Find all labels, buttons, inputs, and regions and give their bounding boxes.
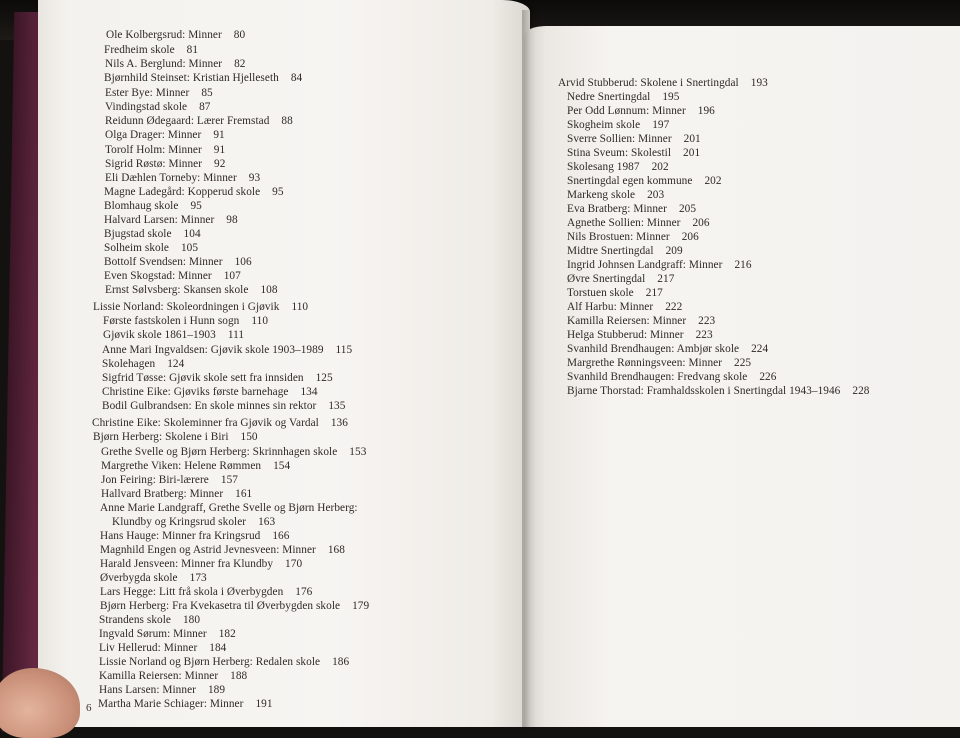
entry-title: Anne Marie Landgraff, Grethe Svelle og Bjørn Herberg: — [100, 502, 358, 514]
entry-title: Lissie Norland: Skoleordningen i Gjøvik — [93, 301, 280, 313]
entry-page-number: 106 — [234, 256, 252, 268]
right-toc-entry — [567, 260, 752, 271]
left-toc-entry — [105, 285, 278, 296]
entry-page-number: 84 — [290, 72, 303, 84]
entry-page-number: 161 — [235, 488, 253, 500]
entry-page-number: 80 — [233, 29, 246, 41]
entry-page-number: 95 — [272, 186, 284, 198]
entry-page-number: 81 — [186, 44, 199, 56]
left-toc-entry — [100, 545, 345, 556]
entry-page-number: 197 — [652, 119, 670, 131]
left-toc-entry — [102, 345, 352, 356]
entry-title: Halvard Larsen: Minner — [104, 214, 215, 226]
entry-title: Solheim skole — [104, 242, 169, 254]
entry-page-number: 124 — [167, 358, 185, 370]
left-toc-entry — [101, 447, 366, 458]
entry-title: Agnethe Sollien: Minner — [567, 217, 681, 229]
entry-title: Svanhild Brendhaugen: Fredvang skole — [567, 371, 748, 383]
entry-page-number: 125 — [315, 372, 333, 384]
entry-page-number: 188 — [230, 670, 248, 682]
left-toc-entry — [105, 88, 213, 99]
entry-title: Magnhild Engen og Astrid Jevnesveen: Minner — [100, 544, 316, 556]
left-toc-entry — [104, 229, 201, 240]
entry-page-number: 108 — [260, 284, 278, 296]
entry-title: Nedre Snertingdal — [567, 91, 651, 103]
book-gutter — [522, 10, 536, 727]
entry-page-number: 201 — [683, 147, 701, 159]
left-toc-entry — [105, 145, 225, 156]
entry-title: Markeng skole — [567, 189, 636, 201]
right-toc-entry — [567, 204, 696, 215]
entry-page-number: 217 — [657, 273, 675, 285]
entry-title: Skogheim skole — [567, 119, 641, 131]
entry-title: Midtre Snertingdal — [567, 245, 654, 257]
entry-page-number: 224 — [751, 343, 769, 355]
entry-title: Strandens skole — [99, 614, 171, 626]
right-toc-entry — [567, 386, 869, 397]
entry-page-number: 134 — [300, 386, 318, 398]
entry-title: Bjørn Herberg: Skolene i Biri — [93, 431, 229, 443]
entry-page-number: 85 — [201, 87, 213, 99]
right-page — [524, 26, 960, 727]
entry-title: Ester Bye: Minner — [105, 87, 190, 99]
entry-page-number: 150 — [240, 431, 258, 443]
entry-title: Klundby og Kringsrud skoler — [112, 516, 247, 528]
entry-title: Hans Larsen: Minner — [99, 684, 196, 696]
entry-title: Sigrid Røstø: Minner — [105, 158, 203, 170]
entry-page-number: 107 — [223, 270, 241, 282]
left-toc-entry — [102, 387, 318, 398]
entry-title: Bjørn Herberg: Fra Kvekasetra til Øverbygden skole — [100, 600, 341, 612]
entry-title: Bjugstad skole — [104, 228, 172, 240]
page-number: 6 — [86, 702, 92, 714]
left-toc-entry — [92, 418, 348, 429]
left-toc-entry — [93, 432, 258, 443]
entry-page-number: 202 — [704, 175, 722, 187]
left-toc-entry — [105, 102, 210, 113]
entry-page-number: 184 — [209, 642, 227, 654]
right-toc-entry — [567, 246, 683, 257]
right-toc-entry — [567, 274, 674, 285]
entry-page-number: 110 — [251, 315, 269, 327]
entry-title: Første fastskolen i Hunn sogn — [103, 315, 240, 327]
entry-title: Anne Mari Ingvaldsen: Gjøvik skole 1903–1989 — [102, 344, 324, 356]
left-toc-entry — [104, 187, 284, 198]
entry-title: Nils Brostuen: Minner — [567, 231, 670, 243]
left-toc-entry — [102, 401, 345, 412]
entry-page-number: 168 — [327, 544, 345, 556]
entry-page-number: 157 — [220, 474, 238, 486]
entry-title: Christine Eike: Skoleminner fra Gjøvik og Vardal — [92, 417, 319, 429]
entry-title: Torolf Holm: Minner — [105, 144, 202, 156]
left-toc-entry — [100, 587, 312, 598]
entry-title: Olga Drager: Minner — [105, 129, 202, 141]
left-toc-entry — [104, 271, 241, 282]
entry-title: Reidunn Ødegaard: Lærer Fremstad — [105, 115, 270, 127]
left-toc-entry — [105, 159, 225, 170]
entry-title: Torstuen skole — [567, 287, 634, 299]
right-toc-entry — [567, 218, 710, 229]
entry-title: Gjøvik skole 1861–1903 — [103, 329, 216, 341]
entry-page-number: 136 — [330, 417, 348, 429]
entry-page-number: 196 — [697, 105, 715, 117]
right-toc-entry — [567, 134, 701, 145]
right-toc-entry — [567, 302, 682, 313]
entry-page-number: 193 — [750, 77, 768, 89]
left-toc-entry — [101, 461, 290, 472]
left-toc-entry — [102, 373, 333, 384]
entry-title: Skolehagen — [102, 358, 156, 370]
right-toc-entry — [567, 190, 664, 201]
entry-page-number: 223 — [698, 315, 716, 327]
entry-page-number: 176 — [295, 586, 313, 598]
entry-title: Margrethe Rønningsveen: Minner — [567, 357, 723, 369]
entry-page-number: 170 — [285, 558, 303, 570]
entry-title: Skolesang 1987 — [567, 161, 640, 173]
entry-title: Even Skogstad: Minner — [104, 270, 212, 282]
entry-page-number: 87 — [199, 101, 211, 113]
left-toc-entry — [104, 45, 198, 56]
entry-page-number: 228 — [852, 385, 870, 397]
right-toc-entry — [567, 372, 776, 383]
entry-title: Sverre Sollien: Minner — [567, 133, 672, 145]
right-toc-entry — [567, 232, 699, 243]
right-toc-entry — [567, 120, 669, 131]
entry-title: Øverbygda skole — [100, 572, 178, 584]
left-toc-entry — [100, 601, 369, 612]
entry-title: Ingvald Sørum: Minner — [99, 628, 207, 640]
left-toc-entry — [101, 475, 238, 486]
entry-page-number: 95 — [190, 200, 202, 212]
right-toc-entry — [567, 288, 663, 299]
entry-page-number: 104 — [183, 228, 201, 240]
right-toc-entry — [567, 106, 715, 117]
entry-page-number: 82 — [234, 58, 246, 70]
right-toc-entry — [567, 330, 713, 341]
right-toc-entry — [567, 92, 679, 103]
entry-page-number: 92 — [214, 158, 226, 170]
right-toc-entry — [567, 176, 722, 187]
entry-title: Ingrid Johnsen Landgraff: Minner — [567, 259, 723, 271]
left-toc-entry — [106, 30, 245, 41]
left-page — [38, 0, 530, 727]
entry-page-number: 110 — [291, 301, 309, 313]
entry-title: Fredheim skole — [104, 44, 175, 56]
entry-title: Jon Feiring: Biri-lærere — [101, 474, 209, 486]
entry-title: Magne Ladegård: Kopperud skole — [104, 186, 261, 198]
left-toc-entry — [100, 559, 302, 570]
entry-title: Snertingdal egen kommune — [567, 175, 693, 187]
entry-page-number: 98 — [226, 214, 238, 226]
entry-title: Stina Sveum: Skolestil — [567, 147, 672, 159]
entry-page-number: 166 — [272, 530, 290, 542]
entry-title: Hans Hauge: Minner fra Kringsrud — [100, 530, 261, 542]
entry-title: Bjarne Thorstad: Framhaldsskolen i Snertingdal 1943–1946 — [567, 385, 841, 397]
entry-page-number: 163 — [258, 516, 276, 528]
right-toc-entry — [558, 78, 768, 89]
entry-page-number: 222 — [665, 301, 683, 313]
entry-page-number: 91 — [213, 129, 225, 141]
entry-title: Ernst Sølvsberg: Skansen skole — [105, 284, 249, 296]
right-toc-entry — [567, 344, 768, 355]
entry-page-number: 191 — [255, 698, 273, 710]
entry-title: Liv Hellerud: Minner — [99, 642, 198, 654]
entry-page-number: 206 — [692, 217, 710, 229]
left-toc-entry — [104, 215, 238, 226]
entry-title: Alf Harbu: Minner — [567, 301, 654, 313]
entry-page-number: 205 — [678, 203, 697, 215]
entry-page-number: 111 — [227, 329, 245, 341]
entry-page-number: 203 — [647, 189, 665, 201]
left-toc-entry — [100, 503, 370, 514]
entry-title: Grethe Svelle og Bjørn Herberg: Skrinnhagen skole — [101, 446, 338, 458]
entry-title: Helga Stubberud: Minner — [567, 329, 684, 341]
entry-title: Ole Kolbergsrud: Minner — [106, 29, 222, 41]
left-toc-entry — [93, 302, 308, 313]
right-toc-entry — [567, 162, 669, 173]
entry-page-number: 189 — [207, 684, 226, 696]
entry-title: Nils A. Berglund: Minner — [105, 58, 223, 70]
left-toc-entry — [103, 330, 244, 341]
entry-title: Sigfrid Tøsse: Gjøvik skole sett fra innsiden — [102, 372, 304, 384]
left-toc-entry — [105, 59, 246, 70]
left-toc-entry — [100, 573, 207, 584]
entry-page-number: 182 — [218, 628, 236, 640]
entry-page-number: 154 — [273, 460, 291, 472]
entry-title: Christine Eike: Gjøviks første barnehage — [102, 386, 289, 398]
left-toc-entry — [104, 257, 252, 268]
entry-title: Svanhild Brendhaugen: Ambjør skole — [567, 343, 740, 355]
left-toc-entry — [99, 615, 200, 626]
left-toc-entry — [103, 316, 268, 327]
entry-page-number: 180 — [182, 614, 201, 626]
left-toc-entry — [99, 657, 349, 668]
entry-title: Margrethe Viken: Helene Rømmen — [101, 460, 262, 472]
entry-title: Blomhaug skole — [104, 200, 179, 212]
entry-page-number: 135 — [328, 400, 346, 412]
entry-page-number: 115 — [335, 344, 353, 356]
entry-title: Kamilla Reiersen: Minner — [99, 670, 219, 682]
left-toc-entry — [98, 699, 273, 710]
entry-title: Harald Jensveen: Minner fra Klundby — [100, 558, 274, 570]
entry-page-number: 91 — [213, 144, 226, 156]
entry-title: Martha Marie Schiager: Minner — [98, 698, 244, 710]
entry-page-number: 226 — [759, 371, 777, 383]
entry-title: Lissie Norland og Bjørn Herberg: Redalen skole — [99, 656, 321, 668]
entry-title: Lars Hegge: Litt frå skola i Øverbygden — [100, 586, 284, 598]
left-toc-entry — [104, 73, 302, 84]
entry-page-number: 217 — [645, 287, 663, 299]
left-toc-entry — [104, 243, 198, 254]
left-toc-entry — [105, 116, 293, 127]
right-toc-entry — [567, 148, 700, 159]
entry-page-number: 179 — [352, 600, 370, 612]
left-toc-entry — [105, 130, 225, 141]
entry-title: Hallvard Bratberg: Minner — [101, 488, 224, 500]
right-toc-entry — [567, 316, 715, 327]
left-toc-entry — [102, 359, 184, 370]
entry-page-number: 186 — [332, 656, 350, 668]
left-toc-entry — [100, 531, 289, 542]
left-toc-entry — [99, 629, 236, 640]
entry-page-number: 223 — [695, 329, 713, 341]
entry-title: Arvid Stubberud: Skolene i Snertingdal — [558, 77, 739, 89]
left-toc-entry — [112, 517, 275, 528]
entry-page-number: 173 — [189, 572, 207, 584]
entry-page-number: 201 — [683, 133, 701, 145]
left-toc-entry — [99, 671, 247, 682]
entry-page-number: 88 — [281, 115, 293, 127]
entry-title: Bodil Gulbrandsen: En skole minnes sin rektor — [102, 400, 317, 412]
left-toc-entry — [105, 173, 260, 184]
entry-title: Eli Dæhlen Torneby: Minner — [105, 172, 237, 184]
entry-page-number: 202 — [651, 161, 669, 173]
entry-page-number: 153 — [349, 446, 367, 458]
entry-title: Vindingstad skole — [105, 101, 188, 113]
entry-page-number: 216 — [734, 259, 752, 271]
entry-title: Eva Bratberg: Minner — [567, 203, 667, 215]
entry-page-number: 206 — [681, 231, 699, 243]
entry-title: Per Odd Lønnum: Minner — [567, 105, 686, 117]
entry-page-number: 209 — [665, 245, 683, 257]
left-toc-entry — [104, 201, 202, 212]
left-toc-entry — [101, 489, 252, 500]
entry-title: Øvre Snertingdal — [567, 273, 646, 285]
entry-page-number: 225 — [734, 357, 752, 369]
left-toc-entry — [99, 643, 226, 654]
entry-page-number: 105 — [180, 242, 199, 254]
right-toc-entry — [567, 358, 751, 369]
entry-title: Bottolf Svendsen: Minner — [104, 256, 223, 268]
entry-title: Kamilla Reiersen: Minner — [567, 315, 687, 327]
entry-page-number: 195 — [662, 91, 680, 103]
entry-page-number: 93 — [248, 172, 261, 184]
left-toc-entry — [99, 685, 225, 696]
entry-title: Bjørnhild Steinset: Kristian Hjelleseth — [104, 72, 279, 84]
